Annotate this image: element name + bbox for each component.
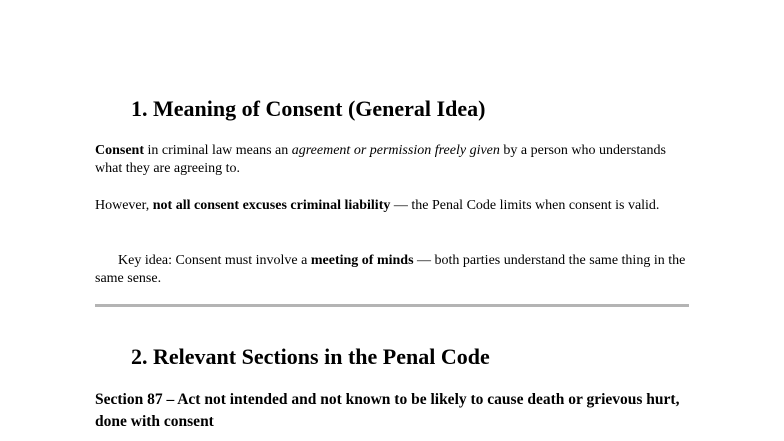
term-consent: Consent: [95, 143, 145, 158]
section-87-title: Section 87 – Act not intended and not known to be likely to cause death or grievous hurt, done with consent: [95, 391, 680, 430]
paragraph-key-idea: [95, 252, 695, 288]
paragraph-consent-limits: [95, 197, 695, 215]
key-idea-text-b: — both parties understand the same thing in the same sense.: [95, 253, 686, 286]
section-heading-meaning-of-consent: 1. Meaning of Consent (General Idea): [131, 96, 486, 121]
section-heading-relevant-sections: 2. Relevant Sections in the Penal Code: [131, 344, 490, 369]
limits-text-b: — the Penal Code limits when consent is valid.: [390, 198, 660, 213]
definition-text-b: by a person who understands what they are agreeing to.: [95, 143, 666, 176]
horizontal-divider: [95, 304, 689, 307]
key-idea-text-a: Key idea: Consent must involve a: [118, 253, 311, 268]
definition-italic-phrase: agreement or permission freely given: [291, 143, 500, 158]
paragraph-consent-definition: [95, 142, 695, 178]
limits-text-a: However,: [95, 198, 153, 213]
definition-text-a: in criminal law means an: [144, 143, 292, 158]
limits-bold-phrase: not all consent excuses criminal liability: [152, 198, 391, 213]
key-idea-bold-phrase: meeting of minds: [310, 253, 414, 268]
